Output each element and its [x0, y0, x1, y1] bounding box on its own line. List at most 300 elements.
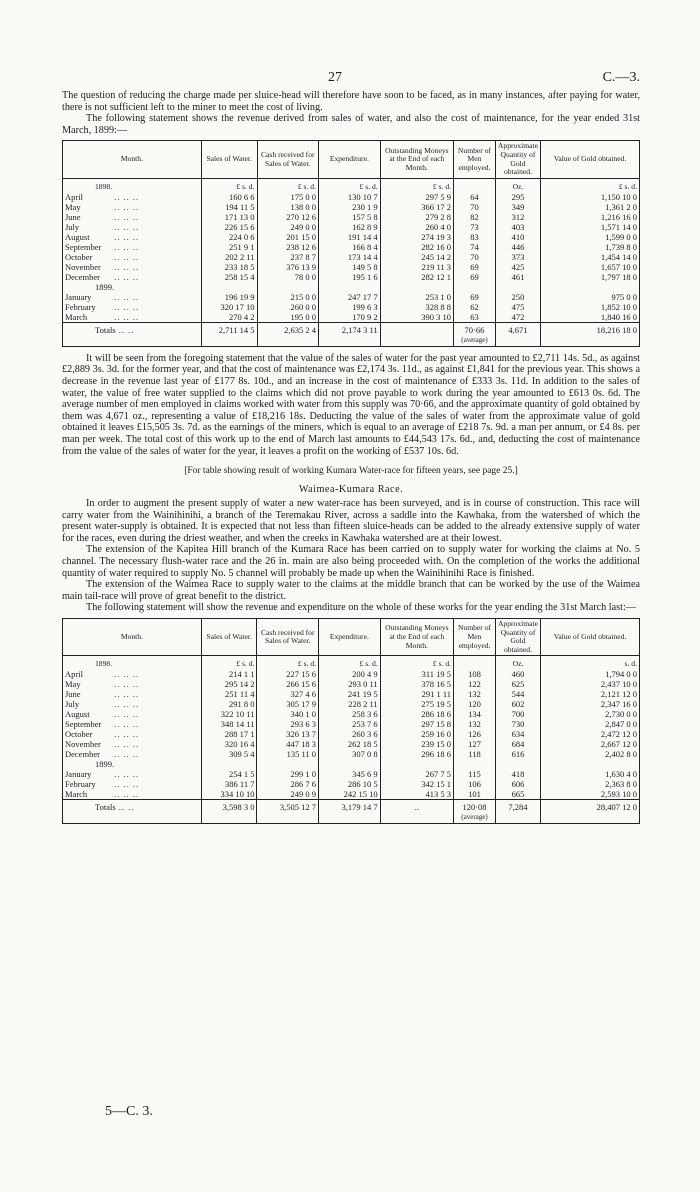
table-row — [63, 779, 640, 789]
month-cell — [63, 272, 202, 282]
leader-dots: .. .. .. — [111, 769, 140, 780]
cell-gold: 425 — [495, 262, 540, 272]
empty-cell — [454, 759, 496, 769]
cell-cash: 270 12 6 — [257, 212, 319, 222]
empty-cell — [257, 282, 319, 292]
table-row — [63, 729, 640, 739]
cell-exp: 345 6 9 — [319, 769, 381, 779]
month-cell — [63, 242, 202, 252]
average-note: (average) — [461, 335, 488, 344]
cell-out: 219 11 3 — [380, 262, 453, 272]
leader-dots: .. .. .. — [111, 729, 140, 740]
table-row — [63, 749, 640, 759]
year-label — [63, 656, 202, 670]
cell-gold: 606 — [495, 779, 540, 789]
month-cell — [63, 739, 202, 749]
cell-cash: 299 1 0 — [257, 769, 319, 779]
unit-label: £ s. d. — [201, 656, 257, 670]
cell-exp: 162 8 9 — [319, 222, 381, 232]
cell-men: 69 — [454, 292, 496, 302]
total-men — [454, 800, 496, 824]
table-row — [63, 242, 640, 252]
cell-cash: 249 0 0 — [257, 222, 319, 232]
cell-out: 279 2 8 — [380, 212, 453, 222]
section-heading: Waimea-Kumara Race. — [298, 484, 404, 496]
cell-gold: 634 — [495, 729, 540, 739]
cell-out: 260 4 0 — [380, 222, 453, 232]
cell-sales: 251 9 1 — [201, 242, 257, 252]
cell-value: 2,347 16 0 — [541, 699, 640, 709]
cell-exp: 228 2 11 — [319, 699, 381, 709]
document-page — [62, 70, 640, 830]
month-cell — [63, 699, 202, 709]
cell-cash: 266 15 6 — [257, 679, 319, 689]
cell-gold: 403 — [495, 222, 540, 232]
cell-men: 134 — [454, 709, 496, 719]
table-row — [63, 222, 640, 232]
cell-gold: 446 — [495, 242, 540, 252]
cell-sales: 309 5 4 — [201, 749, 257, 759]
cell-men: 74 — [454, 242, 496, 252]
cell-exp: 307 0 8 — [319, 749, 381, 759]
cell-cash: 293 6 3 — [257, 719, 319, 729]
leader-dots: .. .. — [115, 802, 135, 813]
cell-out: 274 19 3 — [380, 232, 453, 242]
cell-cash: 249 0 9 — [257, 789, 319, 800]
total-men-value: 70·66 — [464, 324, 485, 335]
cell-men: 70 — [454, 202, 496, 212]
cell-out: 366 17 2 — [380, 202, 453, 212]
empty-cell — [319, 759, 381, 769]
cell-men: 70 — [454, 252, 496, 262]
cell-out: 282 12 1 — [380, 272, 453, 282]
cell-exp: 242 15 10 — [319, 789, 381, 800]
cell-men: 63 — [454, 312, 496, 323]
cell-men: 122 — [454, 679, 496, 689]
total-out: .. — [380, 800, 453, 824]
total-exp: 3,179 14 7 — [319, 800, 381, 824]
cell-out: 297 5 9 — [380, 192, 453, 202]
cell-cash: 237 8 7 — [257, 252, 319, 262]
cell-cash: 260 0 0 — [257, 302, 319, 312]
table-row — [63, 709, 640, 719]
year-label-text: 1899. — [95, 281, 115, 292]
cell-out: 342 15 1 — [380, 779, 453, 789]
cell-cash: 376 13 9 — [257, 262, 319, 272]
total-men-value: 120·08 — [462, 802, 487, 813]
leader-dots: .. .. .. — [111, 699, 140, 710]
cell-out: 275 19 5 — [380, 699, 453, 709]
cell-exp: 173 14 4 — [319, 252, 381, 262]
cell-sales: 322 10 11 — [201, 709, 257, 719]
table-row — [63, 689, 640, 699]
cell-exp: 195 1 6 — [319, 272, 381, 282]
cell-men: 101 — [454, 789, 496, 800]
cell-gold: 602 — [495, 699, 540, 709]
unit-label: £ s. d. — [257, 656, 319, 670]
cell-gold: 700 — [495, 709, 540, 719]
cell-sales: 295 14 2 — [201, 679, 257, 689]
paragraph-7: The following statement will show the revenue and expenditure on the whole of these works for the year ending the 31st March last:— — [86, 602, 636, 614]
table-row — [63, 292, 640, 302]
month-name: March — [65, 789, 88, 800]
leader-dots: .. .. .. — [111, 679, 140, 690]
month-name: June — [65, 689, 81, 700]
cell-out: 291 1 11 — [380, 689, 453, 699]
cell-men: 73 — [454, 222, 496, 232]
leader-dots: .. .. .. — [111, 739, 140, 750]
cell-out: 253 1 0 — [380, 292, 453, 302]
cell-sales: 348 14 11 — [201, 719, 257, 729]
column-header: Expenditure. — [319, 619, 381, 656]
total-value: 28,407 12 0 — [541, 800, 640, 824]
cell-value: 1,840 16 0 — [541, 312, 640, 323]
column-header: Cash received for Sales of Water. — [257, 619, 319, 656]
column-header: Approximate Quantity of Gold obtained. — [495, 141, 540, 178]
cell-men: 64 — [454, 192, 496, 202]
table-row — [63, 192, 640, 202]
cell-out: 413 5 3 — [380, 789, 453, 800]
month-name: August — [65, 709, 90, 720]
page-footer: 5—C. 3. — [105, 1104, 153, 1119]
cell-sales: 226 15 6 — [201, 222, 257, 232]
page-number: 27 — [328, 70, 342, 85]
cell-value: 1,797 18 0 — [541, 272, 640, 282]
cell-value: 1,657 10 0 — [541, 262, 640, 272]
cell-exp: 253 7 6 — [319, 719, 381, 729]
month-name: September — [65, 719, 102, 730]
cell-cash: 327 4 6 — [257, 689, 319, 699]
total-cash: 3,505 12 7 — [257, 800, 319, 824]
month-cell — [63, 202, 202, 212]
month-cell — [63, 669, 202, 679]
unit-label — [454, 656, 496, 670]
month-cell — [63, 302, 202, 312]
cell-value: 2,730 0 0 — [541, 709, 640, 719]
month-name: March — [65, 311, 88, 322]
cell-cash: 238 12 6 — [257, 242, 319, 252]
column-header: Sales of Water. — [201, 619, 257, 656]
paragraph-1: The question of reducing the charge made per sluice-head will therefore have soon to be faced, as in many instances, after paying for water, there is not sufficient left to the miner to meet the cost of living. — [62, 90, 640, 113]
table-row — [63, 769, 640, 779]
leader-dots: .. .. .. — [111, 201, 140, 212]
leader-dots: .. .. — [115, 324, 135, 335]
cell-exp: 262 18 5 — [319, 739, 381, 749]
cell-sales: 214 1 1 — [201, 669, 257, 679]
unit-label: £ s. d. — [319, 178, 381, 192]
cell-sales: 291 8 0 — [201, 699, 257, 709]
unit-label: Oz. — [495, 656, 540, 670]
total-out — [380, 322, 453, 346]
cell-sales: 258 15 4 — [201, 272, 257, 282]
leader-dots: .. .. .. — [111, 221, 140, 232]
cell-out: 286 18 6 — [380, 709, 453, 719]
empty-cell — [319, 282, 381, 292]
cell-out: 239 15 0 — [380, 739, 453, 749]
cell-gold: 472 — [495, 312, 540, 323]
cell-out: 267 7 5 — [380, 769, 453, 779]
cell-exp: 247 17 7 — [319, 292, 381, 302]
cell-exp: 258 3 6 — [319, 709, 381, 719]
month-name: August — [65, 231, 90, 242]
totals-label-cell — [63, 322, 202, 346]
cell-men: 106 — [454, 779, 496, 789]
month-cell — [63, 789, 202, 800]
month-cell — [63, 729, 202, 739]
cell-men: 108 — [454, 669, 496, 679]
cell-exp: 157 5 8 — [319, 212, 381, 222]
unit-label: s. d. — [541, 656, 640, 670]
cell-gold: 461 — [495, 272, 540, 282]
cell-men: 132 — [454, 719, 496, 729]
cell-value: 2,593 10 0 — [541, 789, 640, 800]
cell-value: 1,852 10 0 — [541, 302, 640, 312]
cell-cash: 227 15 6 — [257, 669, 319, 679]
cell-out: 311 19 5 — [380, 669, 453, 679]
leader-dots: .. .. .. — [111, 231, 140, 242]
year-label-text: 1898. — [95, 181, 113, 191]
month-name: July — [65, 699, 80, 710]
cell-gold: 250 — [495, 292, 540, 302]
cell-men: 62 — [454, 302, 496, 312]
column-header: Month. — [63, 619, 202, 656]
month-name: October — [65, 251, 93, 262]
cell-out: 328 8 8 — [380, 302, 453, 312]
column-header: Number of Men employed. — [454, 141, 496, 178]
leader-dots: .. .. .. — [111, 749, 140, 760]
table-row — [63, 789, 640, 800]
table-row — [63, 272, 640, 282]
document-reference: C.—3. — [602, 70, 640, 85]
paragraph-4: In order to augment the present supply of water a new water-race has been surveyed, and is in course of construction. This race will carry water from the Wainihinihi, a branch of the Teremakau River, across a saddle into the Kawhaka, from the watershed of which the present water-supply is obtained. It is expected that not less than fifteen sluice-heads can be added to the already extensive supply of water for the races, even during the driest weather, and when the creeks in Kawhaka watershed are at their lowest. — [62, 498, 640, 544]
total-sales: 2,711 14 5 — [201, 322, 257, 346]
table-row — [63, 669, 640, 679]
month-cell — [63, 312, 202, 323]
month-name: December — [65, 271, 100, 282]
total-exp: 2,174 3 11 — [319, 322, 381, 346]
month-cell — [63, 292, 202, 302]
cell-exp: 199 6 3 — [319, 302, 381, 312]
column-header: Value of Gold obtained. — [541, 619, 640, 656]
cell-value: 2,402 8 0 — [541, 749, 640, 759]
table-row — [63, 232, 640, 242]
unit-label: £ s. d. — [541, 178, 640, 192]
cell-gold: 410 — [495, 232, 540, 242]
empty-cell — [495, 759, 540, 769]
month-cell — [63, 212, 202, 222]
month-name: November — [65, 261, 101, 272]
month-cell — [63, 719, 202, 729]
cell-out: 297 15 8 — [380, 719, 453, 729]
month-cell — [63, 262, 202, 272]
cell-cash: 195 0 0 — [257, 312, 319, 323]
month-cell — [63, 779, 202, 789]
cell-exp: 191 14 4 — [319, 232, 381, 242]
totals-label: Totals — [95, 324, 116, 335]
empty-cell — [541, 282, 640, 292]
cell-value: 2,437 10 0 — [541, 679, 640, 689]
cell-exp: 170 9 2 — [319, 312, 381, 323]
column-header: Cash received for Sales of Water. — [257, 141, 319, 178]
totals-label: Totals — [95, 802, 116, 813]
cell-gold: 684 — [495, 739, 540, 749]
unit-label: £ s. d. — [319, 656, 381, 670]
cell-out: 259 16 0 — [380, 729, 453, 739]
average-note: (average) — [461, 813, 488, 822]
cell-cash: 78 0 0 — [257, 272, 319, 282]
month-cell — [63, 749, 202, 759]
month-cell — [63, 222, 202, 232]
table-row — [63, 212, 640, 222]
cell-gold: 460 — [495, 669, 540, 679]
empty-cell — [257, 759, 319, 769]
month-name: April — [65, 191, 83, 202]
leader-dots: .. .. .. — [111, 669, 140, 680]
leader-dots: .. .. .. — [111, 211, 140, 222]
month-cell — [63, 252, 202, 262]
cell-gold: 616 — [495, 749, 540, 759]
cell-cash: 175 0 0 — [257, 192, 319, 202]
month-cell — [63, 232, 202, 242]
cell-sales: 194 11 5 — [201, 202, 257, 212]
cell-value: 1,361 2 0 — [541, 202, 640, 212]
column-header: Outstanding Moneys at the End of each Month. — [380, 141, 453, 178]
leader-dots: .. .. .. — [111, 789, 140, 800]
cell-value: 1,739 8 0 — [541, 242, 640, 252]
unit-label: £ s. d. — [380, 178, 453, 192]
year-label-text: 1899. — [95, 759, 115, 770]
cell-value: 2,667 12 0 — [541, 739, 640, 749]
cell-sales: 171 13 0 — [201, 212, 257, 222]
month-name: October — [65, 729, 93, 740]
month-cell — [63, 192, 202, 202]
cell-sales: 320 17 10 — [201, 302, 257, 312]
cell-out: 245 14 2 — [380, 252, 453, 262]
unit-label — [454, 178, 496, 192]
column-header: Value of Gold obtained. — [541, 141, 640, 178]
unit-label: £ s. d. — [201, 178, 257, 192]
cell-men: 132 — [454, 689, 496, 699]
cell-value: 1,454 14 0 — [541, 252, 640, 262]
year-label — [63, 178, 202, 192]
year-label — [63, 759, 202, 769]
month-name: April — [65, 669, 83, 680]
month-cell — [63, 679, 202, 689]
cell-gold: 665 — [495, 789, 540, 800]
month-name: November — [65, 739, 101, 750]
cell-cash: 135 11 0 — [257, 749, 319, 759]
leader-dots: .. .. .. — [111, 261, 140, 272]
empty-cell — [201, 759, 257, 769]
column-header: Sales of Water. — [201, 141, 257, 178]
leader-dots: .. .. .. — [111, 779, 140, 790]
empty-cell — [495, 282, 540, 292]
cell-gold: 544 — [495, 689, 540, 699]
column-header: Number of Men employed. — [454, 619, 496, 656]
cell-sales: 386 11 7 — [201, 779, 257, 789]
table-row — [63, 679, 640, 689]
cell-gold: 475 — [495, 302, 540, 312]
cell-sales: 254 1 5 — [201, 769, 257, 779]
cell-gold: 349 — [495, 202, 540, 212]
totals-row — [63, 322, 640, 346]
table-row — [63, 262, 640, 272]
month-cell — [63, 689, 202, 699]
leader-dots: .. .. .. — [111, 241, 140, 252]
column-header: Approximate Quantity of Gold obtained. — [495, 619, 540, 656]
cell-out: 378 16 5 — [380, 679, 453, 689]
cell-men: 126 — [454, 729, 496, 739]
cell-men: 83 — [454, 232, 496, 242]
cell-value: 975 0 0 — [541, 292, 640, 302]
table-row — [63, 302, 640, 312]
leader-dots: .. .. .. — [111, 251, 140, 262]
cell-cash: 138 0 0 — [257, 202, 319, 212]
cell-exp: 200 4 9 — [319, 669, 381, 679]
cell-value: 1,216 16 0 — [541, 212, 640, 222]
table-row — [63, 739, 640, 749]
cell-sales: 320 16 4 — [201, 739, 257, 749]
cell-men: 69 — [454, 272, 496, 282]
cell-gold: 373 — [495, 252, 540, 262]
month-name: January — [65, 291, 92, 302]
table-row — [63, 719, 640, 729]
leader-dots: .. .. .. — [111, 271, 140, 282]
cell-out: 296 18 6 — [380, 749, 453, 759]
table-row — [63, 699, 640, 709]
cell-men: 115 — [454, 769, 496, 779]
cell-value: 1,150 10 0 — [541, 192, 640, 202]
month-name: May — [65, 679, 81, 690]
cell-value: 2,847 0 0 — [541, 719, 640, 729]
cell-men: 69 — [454, 262, 496, 272]
column-header: Month. — [63, 141, 202, 178]
paragraph-5: The extension of the Kapitea Hill branch of the Kumara Race has been carried on to supply water for working the claims at No. 5 channel. The necessary flush-water race and the 26 in. main are also being proceeded with. On the completion of the works the additional quantity of water required to supply No. 5 channel will probably be made up when the Wainihinihi Race is finished. — [62, 544, 640, 579]
cell-value: 1,794 0 0 — [541, 669, 640, 679]
year-label — [63, 282, 202, 292]
cell-gold: 418 — [495, 769, 540, 779]
cell-value: 2,363 8 0 — [541, 779, 640, 789]
cell-exp: 130 10 7 — [319, 192, 381, 202]
cell-value: 1,599 0 0 — [541, 232, 640, 242]
month-cell — [63, 769, 202, 779]
empty-cell — [380, 282, 453, 292]
cell-value: 2,121 12 0 — [541, 689, 640, 699]
paragraph-6: The extension of the Waimea Race to supply water to the claims at the middle branch that can be worked by the use of the Waimea main tail-race will prove of great benefit to the district. — [62, 579, 640, 602]
empty-cell — [380, 759, 453, 769]
cell-value: 2,472 12 0 — [541, 729, 640, 739]
cell-men: 118 — [454, 749, 496, 759]
unit-label: Oz. — [495, 178, 540, 192]
empty-cell — [454, 282, 496, 292]
leader-dots: .. .. .. — [111, 291, 140, 302]
cell-cash: 215 0 0 — [257, 292, 319, 302]
month-name: May — [65, 201, 81, 212]
cell-cash: 447 18 3 — [257, 739, 319, 749]
leader-dots: .. .. .. — [111, 191, 140, 202]
cell-exp: 260 3 6 — [319, 729, 381, 739]
table-reference-note: [For table showing result of working Kumara Water-race for fifteen years, see page 25.] — [184, 466, 518, 477]
total-gold: 4,671 — [495, 322, 540, 346]
month-name: January — [65, 769, 92, 780]
month-cell — [63, 709, 202, 719]
cell-sales: 233 18 5 — [201, 262, 257, 272]
table-row — [63, 312, 640, 323]
cell-out: 390 3 10 — [380, 312, 453, 323]
month-name: December — [65, 749, 100, 760]
cell-gold: 625 — [495, 679, 540, 689]
cell-men: 120 — [454, 699, 496, 709]
